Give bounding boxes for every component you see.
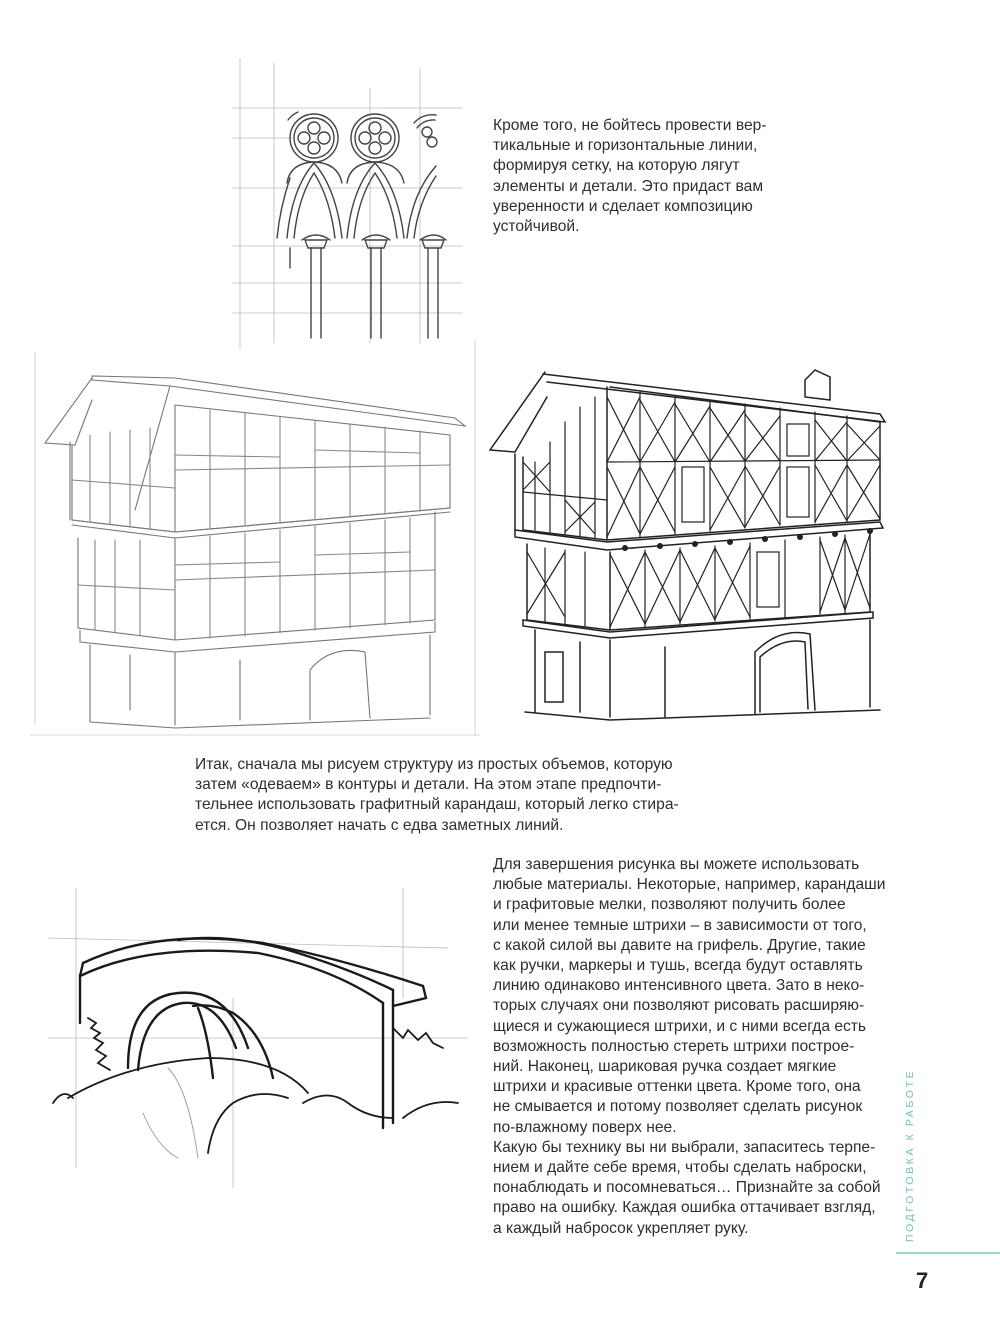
text-line: штрихи и красивые оттенки цвета. Кроме того, она xyxy=(493,1078,861,1096)
text-line: уверенности и сделает композицию xyxy=(493,197,753,215)
intro-paragraph xyxy=(493,116,767,237)
text-line: формируя сетку, на которую лягут xyxy=(493,157,740,175)
text-line: понаблюдать и посомневаться… Признайте за собой xyxy=(493,1179,881,1197)
text-line: Какую бы технику вы ни выбрали, запаситесь терпе- xyxy=(493,1138,876,1156)
text-line: затем «одеваем» в контуры и детали. На этом этапе предпочти- xyxy=(195,776,662,794)
text-line: по-влажному поверх нее. xyxy=(493,1118,677,1136)
stone-bridge-drawing xyxy=(48,888,468,1188)
text-line: и графитовые мелки, позволяют получить более xyxy=(493,896,846,914)
text-line: право на ошибку. Каждая ошибка оттачивает взгляд, xyxy=(493,1199,876,1217)
text-line: тикальные и горизонтальные линии, xyxy=(493,137,758,155)
text-line: Кроме того, не бойтесь провести вер- xyxy=(493,117,767,134)
text-line: торых случаях они позволяют рисовать расширяю- xyxy=(493,997,865,1015)
footer-rule xyxy=(896,1252,1000,1254)
text-line: ется. Он позволяет начать с едва заметных линий. xyxy=(195,816,564,834)
text-line: любые материалы. Некоторые, например, карандаши xyxy=(493,876,886,894)
text-line: тельнее использовать графитный карандаш, который легко стира- xyxy=(195,796,679,814)
text-line: элементы и детали. Это придаст вам xyxy=(493,177,764,195)
text-line: с какой силой вы давите на грифель. Другие, такие xyxy=(493,936,866,954)
text-line: нием и дайте себе время, чтобы сделать наброски, xyxy=(493,1159,867,1177)
text-line: как ручки, маркеры и тушь, всегда будут оставлять xyxy=(493,957,863,975)
half-timbered-house-drawing xyxy=(485,362,900,722)
page-number: 7 xyxy=(916,1268,929,1293)
text-line: Для завершения рисунка вы можете использовать xyxy=(493,856,860,873)
text-line: ний. Наконец, шариковая ручка создает мягкие xyxy=(493,1058,837,1076)
text-line: Итак, сначала мы рисуем структуру из простых объемов, которую xyxy=(195,756,673,773)
text-line: или менее темные штрихи – в зависимости от того, xyxy=(493,916,867,934)
text-line: линию одинаково интенсивного цвета. Зато в неко- xyxy=(493,977,865,995)
text-line: щиеся и сужающиеся штрихи, и с ними всегда есть xyxy=(493,1017,867,1035)
text-line: устойчивой. xyxy=(493,218,580,236)
text-line: возможность полностью стереть штрихи построе- xyxy=(493,1037,855,1055)
house-construction-sketch xyxy=(30,340,480,740)
materials-paragraph xyxy=(493,855,885,1239)
structure-paragraph xyxy=(195,755,679,836)
text-line: не смывается и потому позволяет сделать рисунок xyxy=(493,1098,863,1116)
running-head: ПОДГОТОВКА К РАБОТЕ xyxy=(904,1068,916,1242)
text-line: а каждый набросок укрепляет руку. xyxy=(493,1219,749,1237)
gothic-arcade-sketch xyxy=(232,58,477,348)
